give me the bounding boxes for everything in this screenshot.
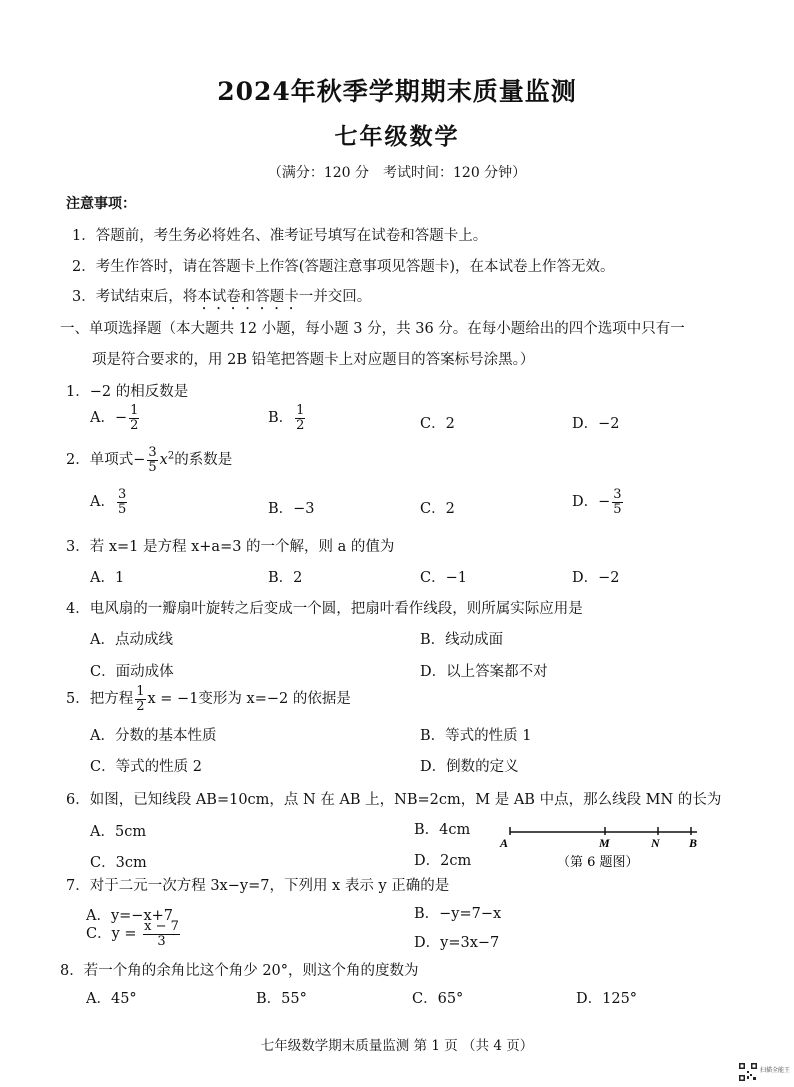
q5-stem-pre: 5．把方程 [66,691,134,708]
exam-meta: （满分：120 分 考试时间：120 分钟） [267,165,527,181]
qr-code-icon [738,1062,758,1082]
q7-option-d: D．y=3x−7 [414,935,500,951]
q5-option-c: C．等式的性质 2 [90,759,202,775]
q5-stem-mid: x = −1变形为 x=−2 的依据是 [147,691,351,708]
q2-stem-exp: 2 [167,450,175,462]
note-item-3-suffix: 一并交回。 [298,289,372,305]
point-label-b: B [689,836,698,850]
q2-a-fraction [117,488,127,516]
scanner-watermark: 扫描全能王 [760,1067,791,1074]
point-label-n: N [651,836,660,850]
q1-option-c: C．2 [420,416,455,432]
q2-a-num: 3 [117,487,127,502]
q4-option-c: C．面动成体 [90,664,174,680]
q3-stem: 3．若 x=1 是方程 x+a=3 的一个解，则 a 的值为 [66,539,395,555]
note-item-1: 1．答题前，考生务必将姓名、准考证号填写在试卷和答题卡上。 [72,228,488,244]
q7-c-label: C．y = [86,926,142,943]
q1-stem: 1．−2 的相反数是 [66,384,189,400]
q7-option-c [86,920,182,948]
q2-a-label: A． [90,494,115,511]
q1-a-den: 2 [130,417,139,433]
q4-option-b: B．线动成面 [420,632,504,648]
q1-option-d: D．−2 [572,416,620,432]
q2-stem-post: 的系数是 [174,452,233,469]
q2-option-d [572,488,625,516]
q2-stem-pre: 2．单项式− [66,452,146,469]
q7-c-fraction [143,920,180,948]
q2-d-num: 3 [613,487,622,502]
figure-caption: （第 6 题图） [557,855,639,870]
q1-b-label: B． [268,410,294,427]
q8-option-c: C．65° [412,991,464,1007]
q2-option-b: B．−3 [268,501,315,517]
notes-heading: 注意事项： [66,196,136,212]
exam-title: 2024年秋季学期期末质量监测 [217,77,577,106]
q3-option-c: C．−1 [420,570,467,586]
note-item-3-emphasis: 本试卷和答题卡 [197,289,299,305]
q2-a-den: 5 [117,501,127,517]
q8-option-a: A．45° [86,991,137,1007]
q3-option-d: D．−2 [572,570,620,586]
q1-a-fraction [129,404,139,432]
note-item-3-prefix: 3．考试结束后，将 [72,289,198,305]
q3-option-a: A．1 [90,570,125,586]
q2-d-fraction [612,488,622,516]
q6-option-b: B．4cm [414,822,471,838]
q2-d-label: D．− [572,494,611,511]
q1-a-sign: − [114,410,128,427]
q5-stem-fraction [135,685,145,713]
note-item-3 [72,285,371,313]
q7-stem: 7．对于二元一次方程 3x−y=7，下列用 x 表示 y 正确的是 [66,878,450,894]
section1-line1: 一、单项选择题（本大题共 12 小题，每小题 3 分，共 36 分。在每小题给出的四个选项中只有一 [60,321,685,337]
q4-option-d: D．以上答案都不对 [420,664,548,680]
q2-stem [66,446,232,474]
q8-option-d: D．125° [576,991,638,1007]
section1-line2: 项是符合要求的，用 2B 铅笔把答题卡上对应题目的答案标号涂黑。） [92,352,535,368]
q5-option-a: A．分数的基本性质 [90,728,217,744]
q5-stem [66,685,351,713]
q8-stem: 8．若一个角的余角比这个角少 20°，则这个角的度数为 [60,963,419,979]
q6-figure-segment [495,820,710,875]
q1-b-num: 1 [296,403,305,418]
note-item-2: 2．考生作答时，请在答题卡上作答(答题注意事项见答题卡)，在本试卷上作答无效。 [72,259,615,275]
q2-d-den: 5 [613,501,622,517]
q6-option-a: A．5cm [90,824,147,840]
q7-c-num: x − 7 [144,919,179,934]
q2-stem-fraction [147,446,157,474]
q1-b-den: 2 [296,417,305,433]
q7-c-den: 3 [157,933,166,949]
q6-stem: 6．如图，已知线段 AB=10cm，点 N 在 AB 上，NB=2cm，M 是 AB 中点，那么线段 MN 的长为 [66,792,722,808]
point-label-m: M [599,836,610,850]
q1-option-b [268,404,307,432]
q5-option-b: B．等式的性质 1 [420,728,532,744]
q1-a-num: 1 [130,403,139,418]
q5-stem-den: 2 [136,698,145,714]
page-footer: 七年级数学期末质量监测 第 1 页 （共 4 页） [260,1038,534,1054]
q2-stem-den: 5 [148,459,157,475]
q8-option-b: B．55° [256,991,307,1007]
q2-stem-var: x [159,452,168,469]
q2-option-c: C．2 [420,501,455,517]
q3-option-b: B．2 [268,570,303,586]
q7-option-a: A．y=−x+7 [86,908,174,924]
q4-option-a: A．点动成线 [90,632,173,648]
q1-a-label: A． [90,410,115,427]
q5-option-d: D．倒数的定义 [420,759,519,775]
q1-option-a [90,404,141,432]
q1-b-fraction [295,404,305,432]
exam-subtitle: 七年级数学 [334,123,460,150]
point-label-a: A [500,836,509,850]
q2-option-a [90,488,129,516]
q5-stem-num: 1 [136,684,145,699]
q6-option-d: D．2cm [414,853,472,869]
q6-option-c: C．3cm [90,855,147,871]
q4-stem: 4．电风扇的一瓣扇叶旋转之后变成一个圆，把扇叶看作线段，则所属实际应用是 [66,601,583,617]
q7-option-b: B．−y=7−x [414,906,502,922]
q2-stem-num: 3 [148,445,157,460]
